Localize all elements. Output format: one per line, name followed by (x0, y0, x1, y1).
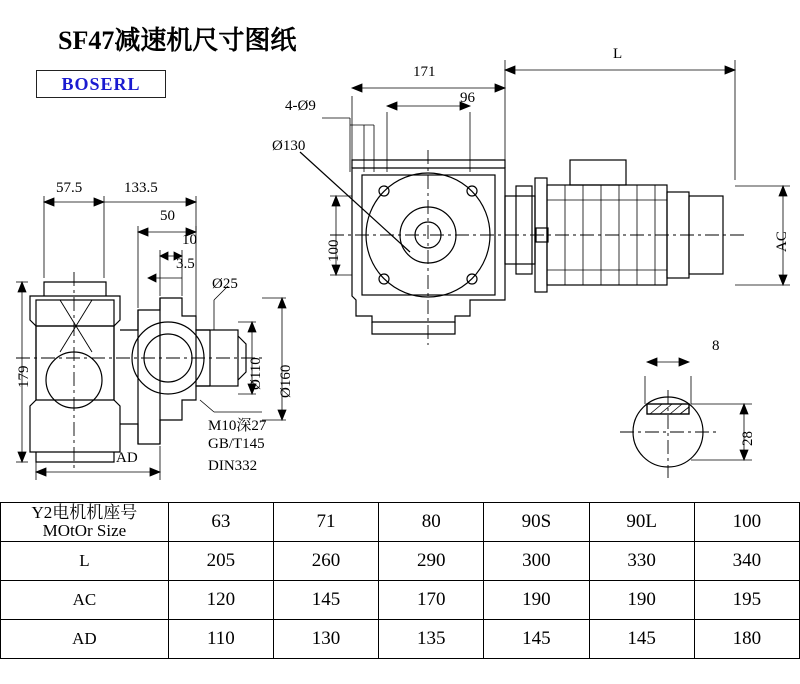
dim-dia25-label: Ø25 (212, 276, 238, 292)
table-row (1, 542, 800, 581)
row-header-AC: AC (1, 581, 169, 620)
table-row (1, 581, 800, 620)
table-cell: 290 (379, 542, 484, 581)
table-cell: 145 (273, 581, 378, 620)
table-cell: 170 (379, 581, 484, 620)
table-row (1, 503, 800, 542)
row-header-L: L (1, 542, 169, 581)
dim-dia110-label: Ø110 (248, 357, 264, 390)
table-cell: 205 (168, 542, 273, 581)
table-cell: 190 (589, 581, 694, 620)
table-cell: 80 (379, 503, 484, 542)
dim-AC-label: AC (774, 231, 790, 252)
dim-dia130-label: Ø130 (272, 138, 306, 154)
dimension-table (0, 502, 800, 659)
dim-L-label: L (613, 46, 623, 62)
table-cell: 100 (694, 503, 799, 542)
dim-3-5-label: 3.5 (176, 256, 195, 272)
dim-dia160-label: Ø160 (278, 364, 294, 398)
table-cell: 260 (273, 542, 378, 581)
dim-133-5-label: 133.5 (124, 180, 158, 196)
table-cell: 330 (589, 542, 694, 581)
dim-57-5-label: 57.5 (56, 180, 83, 196)
table-cell: 340 (694, 542, 799, 581)
row-header-AD: AD (1, 620, 169, 659)
table-cell: 190 (484, 581, 589, 620)
page-title: SF47减速机尺寸图纸 (58, 26, 297, 55)
table-cell: 90L (589, 503, 694, 542)
table-cell: 135 (379, 620, 484, 659)
table-row (1, 620, 800, 659)
table-cell: 63 (168, 503, 273, 542)
table-cell: 90S (484, 503, 589, 542)
thread-note-line2: GB/T145 (208, 436, 265, 452)
table-cell: 195 (694, 581, 799, 620)
table-cell: 300 (484, 542, 589, 581)
table-cell: 71 (273, 503, 378, 542)
brand-logo (36, 70, 166, 98)
dim-179-label: 179 (16, 365, 32, 388)
table-cell: 145 (484, 620, 589, 659)
dim-10-label: 10 (182, 232, 197, 248)
table-cell: 130 (273, 620, 378, 659)
table-cell: 110 (168, 620, 273, 659)
dim-AD-label: AD (116, 450, 138, 466)
dim-8-label: 8 (712, 338, 720, 354)
table-cell: 180 (694, 620, 799, 659)
brand-logo-text: BOSERL (61, 73, 141, 94)
thread-note-line1: M10深27 (208, 418, 267, 434)
thread-note-line3: DIN332 (208, 458, 258, 474)
row-header-motor-size: Y2电机机座号 MOtOr Size (1, 503, 169, 542)
dim-28-label: 28 (740, 431, 756, 446)
dim-100-label: 100 (326, 239, 342, 262)
dim-50-label: 50 (160, 208, 175, 224)
dim-171-label: 171 (413, 64, 436, 80)
table-cell: 120 (168, 581, 273, 620)
dim-4xD9-label: 4-Ø9 (285, 98, 316, 114)
table-cell: 145 (589, 620, 694, 659)
dim-96-label: 96 (460, 90, 475, 106)
